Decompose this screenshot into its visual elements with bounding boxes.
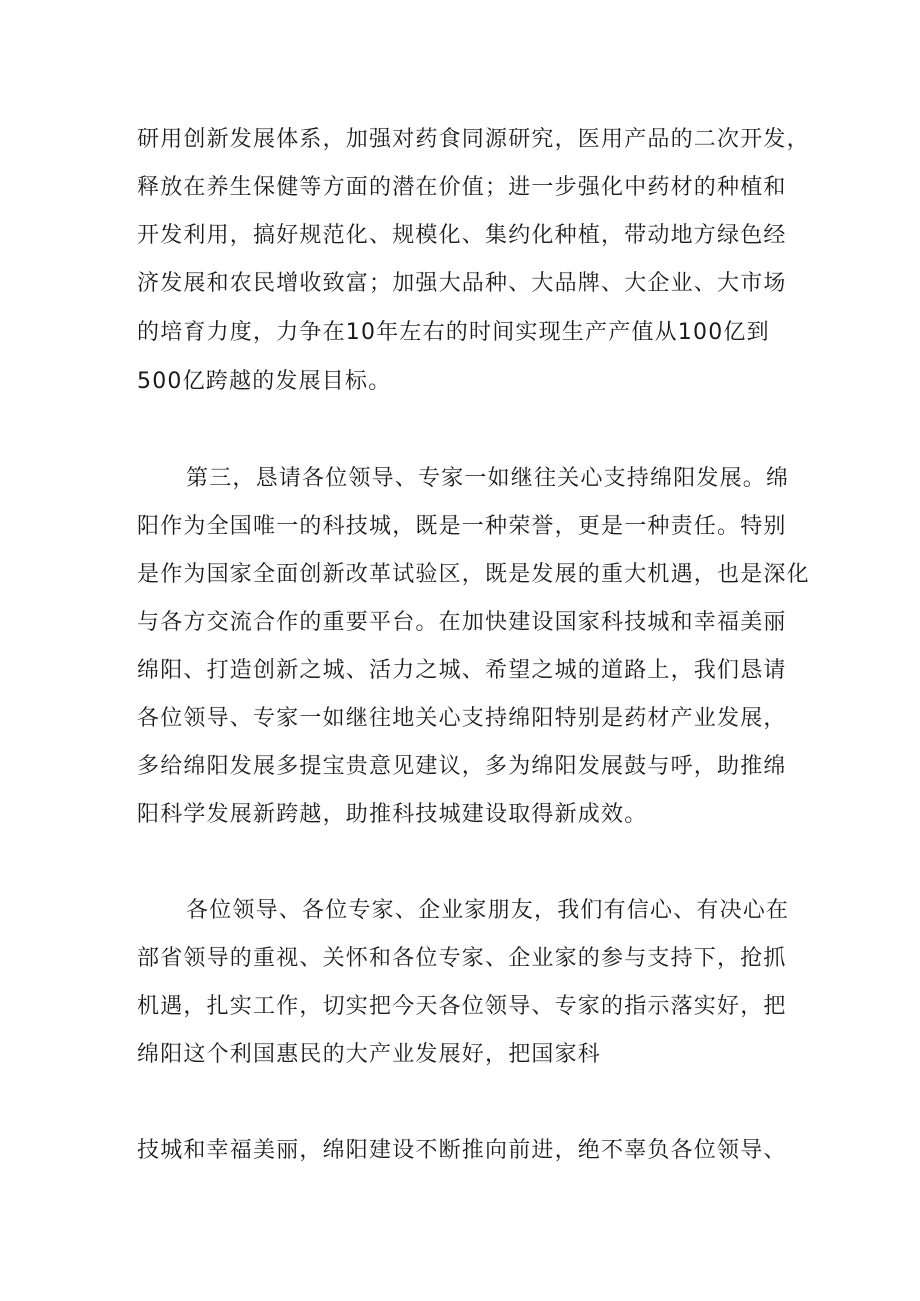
text-line: 释放在养生保健等方面的潜在价值；进一步强化中药材的种植和 — [137, 175, 787, 200]
text-line: 阳科学发展新跨越，助推科技城建设取得新成效。 — [137, 802, 648, 827]
text-line: 绵阳这个利国惠民的大产业发展好，把国家科 — [137, 1042, 602, 1067]
text-line: 各位领导、各位专家、企业家朋友，我们有信心、有决心在 — [186, 898, 790, 923]
text-line: 开发利用，搞好规范化、规模化、集约化种植，带动地方绿色经 — [137, 223, 787, 248]
text-line: 500亿跨越的发展目标。 — [137, 369, 392, 394]
text-line: 阳作为全国唯一的科技城，既是一种荣誉，更是一种责任。特别 — [137, 514, 787, 539]
text-line: 第三，恳请各位领导、专家一如继往关心支持绵阳发展。绵 — [186, 466, 790, 491]
text-line: 各位领导、专家一如继往地关心支持绵阳特别是药材产业发展， — [137, 706, 787, 731]
text-line: 济发展和农民增收致富；加强大品种、大品牌、大企业、大市场 — [137, 271, 787, 296]
text-line: 的培育力度，力争在10年左右的时间实现生产产值从100亿到 — [137, 320, 770, 345]
text-line: 是作为国家全面创新改革试验区，既是发展的重大机遇，也是深化 — [137, 562, 810, 587]
text-line: 与各方交流合作的重要平台。在加快建设国家科技城和幸福美丽 — [137, 610, 787, 635]
text-line: 技城和幸福美丽，绵阳建设不断推向前进，绝不辜负各位领导、 — [137, 1138, 787, 1163]
text-line: 研用创新发展体系，加强对药食同源研究，医用产品的二次开发， — [137, 127, 810, 152]
text-line: 多给绵阳发展多提宝贵意见建议，多为绵阳发展鼓与呼，助推绵 — [137, 754, 787, 779]
text-line: 部省领导的重视、关怀和各位专家、企业家的参与支持下，抢抓 — [137, 946, 787, 971]
text-line: 机遇，扎实工作，切实把今天各位领导、专家的指示落实好，把 — [137, 994, 787, 1019]
text-line: 绵阳、打造创新之城、活力之城、希望之城的道路上，我们恳请 — [137, 658, 787, 683]
